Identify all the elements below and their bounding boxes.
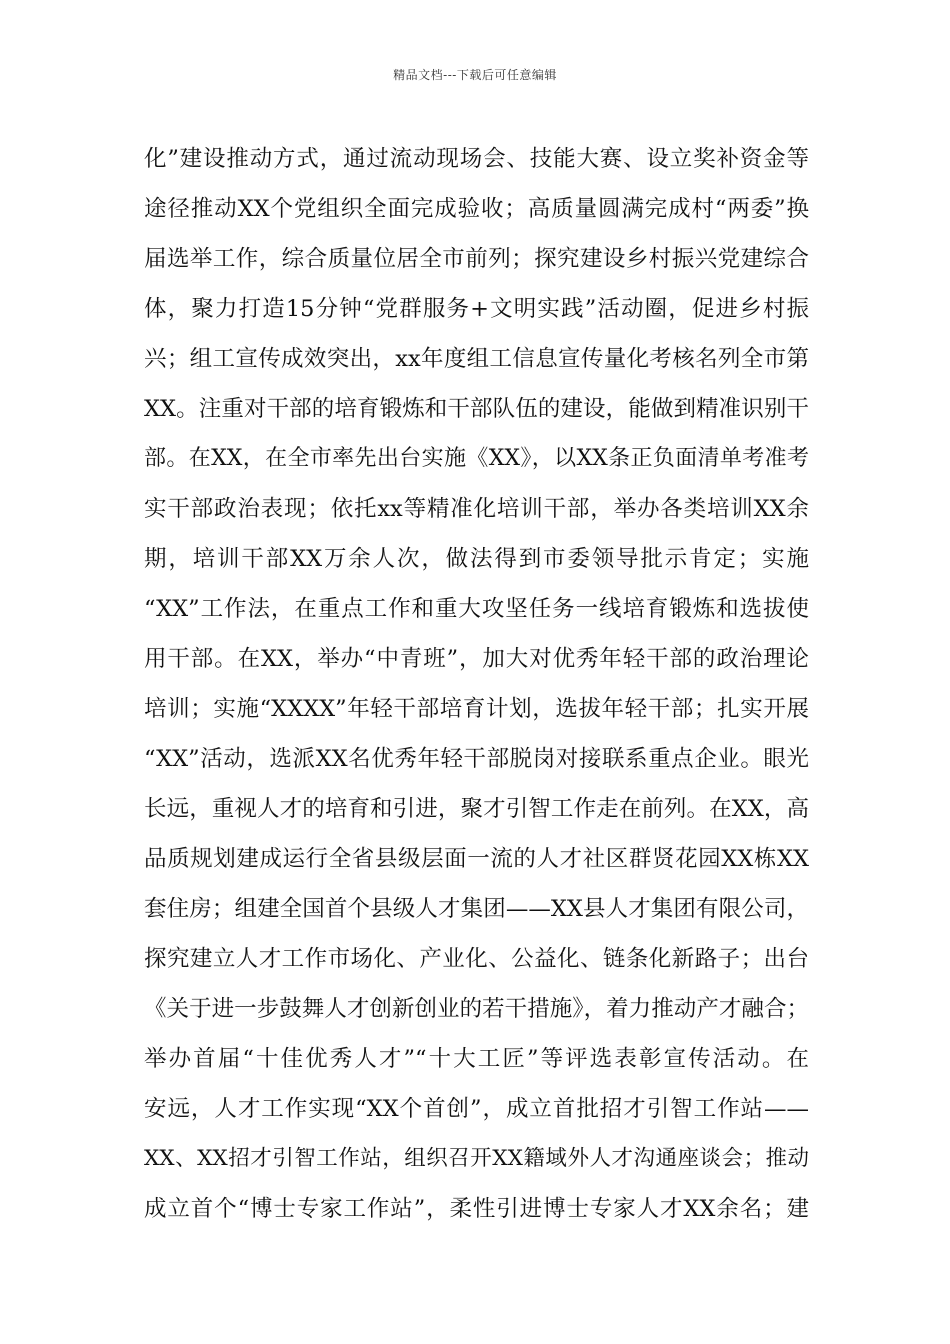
- text-line: 化”建设推动方式，通过流动现场会、技能大赛、设立奖补资金等: [144, 146, 809, 172]
- text-line: “XX”工作法，在重点工作和重大攻坚任务一线培育锻炼和选拔使: [144, 596, 809, 622]
- text-line: 成立首个“博士专家工作站”，柔性引进博士专家人才XX余名；建: [144, 1196, 809, 1222]
- text-line: 途径推动XX个党组织全面完成验收；高质量圆满完成村“两委”换: [144, 196, 809, 222]
- text-line: 举办首届“十佳优秀人才”“十大工匠”等评选表彰宣传活动。在: [144, 1046, 809, 1072]
- page-header: 精品文档---下载后可任意编辑: [393, 68, 557, 82]
- text-line: 届选举工作，综合质量位居全市前列；探究建设乡村振兴党建综合: [144, 246, 809, 272]
- text-line: 用干部。在XX，举办“中青班”，加大对优秀年轻干部的政治理论: [144, 646, 809, 672]
- text-line: 体，聚力打造15分钟“党群服务+文明实践”活动圈，促进乡村振: [144, 296, 809, 322]
- text-line: 品质规划建成运行全省县级层面一流的人才社区群贤花园XX栋XX: [144, 846, 809, 872]
- text-line: “XX”活动，选派XX名优秀年轻干部脱岗对接联系重点企业。眼光: [144, 746, 809, 772]
- text-line: 实干部政治表现；依托xx等精准化培训干部，举办各类培训XX余: [144, 496, 809, 522]
- text-line: 兴；组工宣传成效突出，xx年度组工信息宣传量化考核名列全市第: [144, 346, 809, 372]
- text-line: 期，培训干部XX万余人次，做法得到市委领导批示肯定；实施: [144, 546, 809, 572]
- text-line: XX。注重对干部的培育锻炼和干部队伍的建设，能做到精准识别干: [144, 396, 809, 422]
- text-line: 部。在XX，在全市率先出台实施《XX》，以XX条正负面清单考准考: [144, 446, 809, 471]
- body-paragraph: [144, 134, 809, 1234]
- text-line: 长远，重视人才的培育和引进，聚才引智工作走在前列。在XX，高: [144, 796, 809, 822]
- text-line: XX、XX招才引智工作站，组织召开XX籍域外人才沟通座谈会；推动: [144, 1146, 809, 1171]
- text-line: 培训；实施“XXXX”年轻干部培育计划，选拔年轻干部；扎实开展: [144, 696, 809, 722]
- text-line: 《关于进一步鼓舞人才创新创业的若干措施》，着力推动产才融合；: [144, 996, 809, 1022]
- text-line: 探究建立人才工作市场化、产业化、公益化、链条化新路子；出台: [144, 946, 809, 972]
- text-line: 套住房；组建全国首个县级人才集团——XX县人才集团有限公司，: [144, 896, 809, 922]
- text-line: 安远，人才工作实现“XX个首创”，成立首批招才引智工作站——: [144, 1096, 809, 1122]
